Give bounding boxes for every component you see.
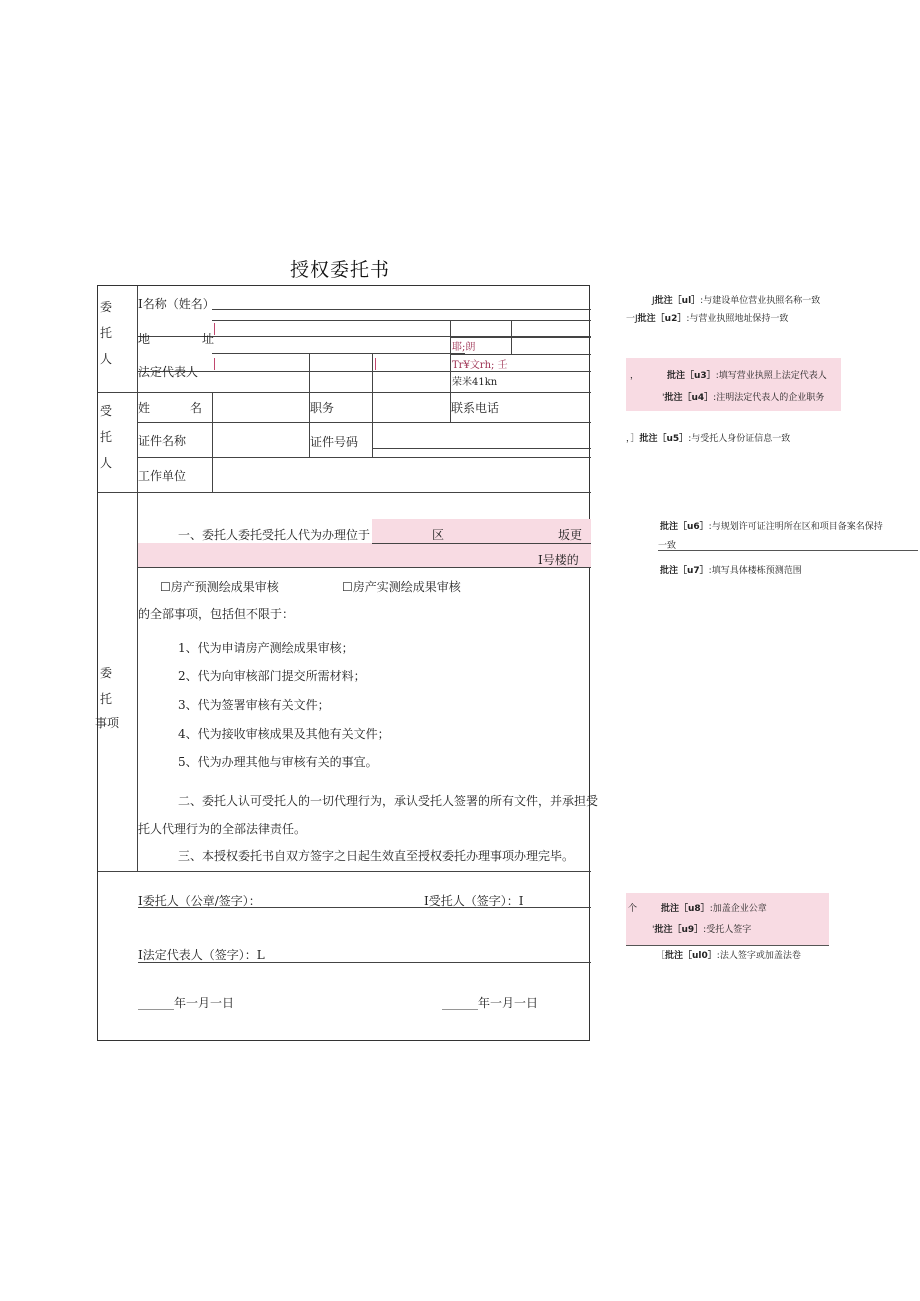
- comment-u6-continued: 一致: [658, 541, 677, 551]
- agent-signature[interactable]: I受托人（签字）：I: [424, 894, 524, 908]
- clause-2-line-1: 二、委托人认可受托人的一切代理行为，承认受托人签署的所有文件，并承担受: [178, 794, 599, 808]
- comment-u6[interactable]: 批注［u6］:与规划许可证注明所在区和项目备案名保持: [660, 522, 883, 532]
- revision-mark: [214, 358, 215, 370]
- revision-mark: [214, 323, 215, 335]
- document-title: 授权委托书: [290, 259, 391, 281]
- position-label: 职务: [310, 401, 335, 415]
- phone-label: 联系电话: [451, 401, 500, 415]
- comment-u4[interactable]: '批注［u4］:注明法定代表人的企业职务: [662, 393, 825, 403]
- agent-side-label: 人: [99, 456, 112, 470]
- matters-side-label: 委: [99, 666, 112, 680]
- revision-mark: [375, 358, 376, 370]
- authorization-form: [94, 285, 599, 1041]
- name-label: I名称（姓名）: [138, 297, 215, 311]
- work-unit-label: 工作单位: [138, 469, 187, 483]
- comment-u3[interactable]: ， 批注［u3］:填写营业执照上法定代表人: [630, 371, 827, 381]
- job-title-field: 耶;朗: [452, 342, 476, 353]
- agent-name-label: 姓: [138, 401, 151, 415]
- building-blank-highlight: [138, 543, 591, 567]
- matters-side-label: 事项: [94, 716, 119, 730]
- comment-u5[interactable]: ，］批注［u5］:与受托人身份证信息一致: [626, 434, 791, 444]
- id-number-label: 证件号码: [310, 435, 359, 449]
- date-left[interactable]: ______年一月一日: [138, 996, 235, 1010]
- clause-1: 一、委托人委托受托人代为办理位于: [178, 528, 371, 542]
- principal-signature[interactable]: I委托人（公章/签字）：: [138, 894, 261, 908]
- list-item: 4、代为接收审核成果及其他有关文件；: [178, 727, 390, 741]
- list-item: 5、代为办理其他与审核有关的事宜。: [178, 755, 378, 769]
- scope-text: 的全部事项，包括但不限于：: [138, 607, 295, 621]
- comment-u2[interactable]: 一J批注［u2］:与营业执照地址保持一致: [626, 314, 789, 324]
- road-blank: 坂更: [558, 528, 583, 542]
- comment-highlight: [626, 358, 841, 411]
- comment-u1[interactable]: J批注［ul］:与建设单位营业执照名称一致: [652, 296, 821, 306]
- address-label: 地: [138, 332, 151, 346]
- list-item: 1、代为申请房产测绘成果审核；: [178, 641, 354, 655]
- legal-rep-signature[interactable]: I法定代表人（签字）：L: [138, 948, 265, 962]
- building-blank: I号楼的: [538, 553, 579, 567]
- comment-u10[interactable]: ［批注［ul0］:法人签字或加盖法卷: [656, 951, 801, 961]
- agent-side-label: 托: [99, 430, 112, 444]
- district-blank: 区: [432, 528, 445, 542]
- clause-2-line-2: 托人代理行为的全部法律责任。: [138, 822, 307, 836]
- list-item: 2、代为向审核部门提交所需材料；: [178, 669, 366, 683]
- legal-rep-label: 法定代表人: [138, 365, 199, 379]
- comment-u7[interactable]: 批注［u7］:填写具体楼栋预测范围: [660, 566, 802, 576]
- principal-side-label: 委: [99, 300, 112, 314]
- phone-field: Tr¥文rh; 壬: [452, 360, 508, 371]
- principal-side-label: 托: [99, 326, 112, 340]
- option-presale[interactable]: ☐房产预测绘成果审核: [160, 580, 279, 594]
- list-item: 3、代为签署审核有关文件；: [178, 698, 330, 712]
- agent-side-label: 受: [99, 404, 112, 418]
- clause-3: 三、本授权委托书自双方签字之日起生效直至授权委托办理事项办理完毕。: [178, 849, 575, 863]
- comment-u9[interactable]: '批注［u9］:受托人签字: [652, 925, 752, 935]
- id-type-label: 证件名称: [138, 434, 187, 448]
- comment-u8[interactable]: 个 批注［u8］:加盖企业公章: [628, 904, 767, 914]
- address-label: 址: [202, 332, 215, 346]
- option-actual[interactable]: ☐房产实测绘成果审核: [342, 580, 461, 594]
- date-right[interactable]: ______年一月一日: [442, 996, 539, 1010]
- principal-side-label: 人: [99, 352, 112, 366]
- contact-field: 荣米41kn: [452, 377, 498, 388]
- matters-side-label: 托: [99, 692, 112, 706]
- agent-name-label: 名: [190, 401, 203, 415]
